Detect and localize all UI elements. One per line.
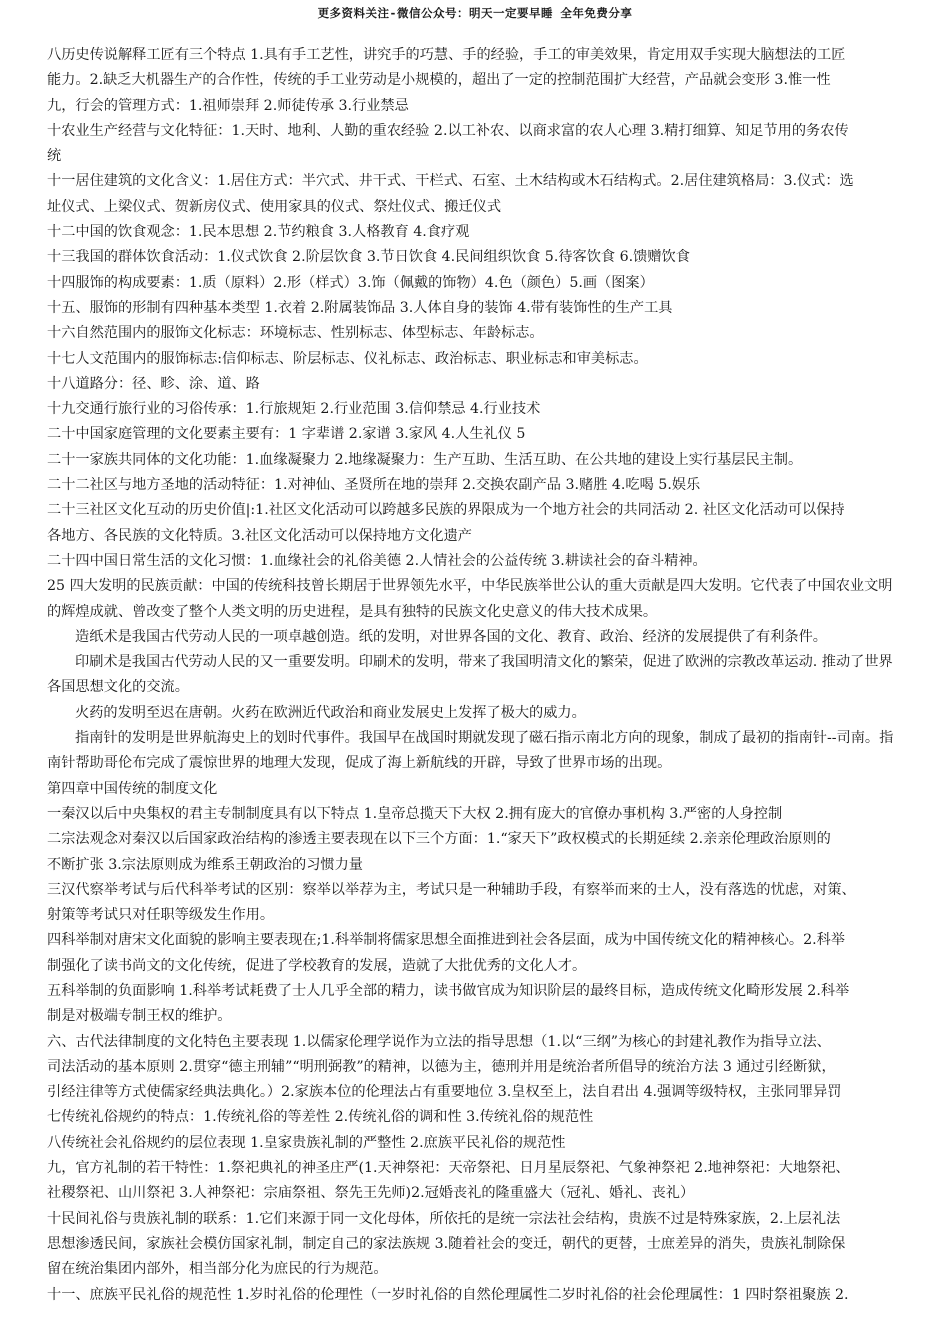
text-line: 引经注律等方式使儒家经典法典化。）2.家族本位的伦理法占有重要地位 3.皇权至上，法自君出 4.强调等级特权，主张同罪异罚: [47, 1084, 842, 1101]
text-line: 十一居住建筑的文化含义：1.居住方式：半穴式、井干式、干栏式、石室、土木结构或木石结构式。2.居住建筑格局：3.仪式：选: [47, 173, 854, 190]
text-line: 二十三社区文化互动的历史价值|:1.社区文化活动可以跨越多民族的界限成为一个地方社会的共同活动 2. 社区文化活动可以保持: [47, 502, 845, 519]
text-line: 留在统治集团内部外，相当部分化为庶民的行为规范。: [47, 1261, 388, 1278]
text-line: 二十二社区与地方圣地的活动特征：1.对神仙、圣贤所在地的崇拜 2.交换农副产品 3.赌胜 4.吃喝 5.娱乐: [47, 477, 701, 494]
text-line: 十六自然范围内的服饰文化标志：环境标志、性别标志、体型标志、年龄标志。: [47, 325, 544, 342]
text-line: 造纸术是我国古代劳动人民的一项卓越创造。纸的发明，对世界各国的文化、教育、政治、经济的发展提供了有利条件。: [75, 628, 827, 645]
text-line: 八历史传说解释工匠有三个特点 1.具有手工艺性，讲究手的巧慧、手的经验，手工的审美效果，肯定用双手实现大脑想法的工匠: [47, 47, 846, 63]
text-line: 社稷祭祀、山川祭祀 3.人神祭祀：宗庙祭祖、祭先王先师)2.冠婚丧礼的隆重盛大（冠礼、婚礼、丧礼）: [47, 1185, 695, 1202]
text-line: 二十一家族共同体的文化功能：1.血缘凝聚力 2.地缘凝聚力：生产互助、生活互助、在公共地的建设上实行基层民主制。: [47, 451, 803, 468]
text-line: 能力。2.缺乏大机器生产的合作性，传统的手工业劳动是小规模的，超出了一定的控制范围扩大经营，产品就会变形 3.惟一性: [47, 72, 831, 89]
text-line: 十八道路分：径、畛、涂、道、路: [47, 375, 260, 392]
text-line: 十七人文范围内的服饰标志:信仰标志、阶层标志、仪礼标志、政治标志、职业标志和审美标志。: [47, 350, 648, 367]
page-header: 更多资料关注-微信公众号：明天一定要早睡 全年免费分享: [317, 6, 633, 20]
text-line: 的辉煌成就、曾改变了整个人类文明的历史进程，是具有独特的民族文化史意义的伟大技术成果。: [47, 603, 658, 620]
text-line: 七传统礼俗规约的特点：1.传统礼俗的等差性 2.传统礼俗的调和性 3.传统礼俗的规范性: [47, 1109, 594, 1126]
text-line: 九，行会的管理方式：1.祖师崇拜 2.师徒传承 3.行业禁忌: [47, 97, 409, 114]
text-line: 不断扩张 3.宗法原则成为维系王朝政治的习惯力量: [47, 856, 363, 873]
text-line: 六、古代法律制度的文化特色主要表现 1.以儒家伦理学说作为立法的指导思想（1.以“三纲”为核心的封建礼教作为指导立法、: [47, 1033, 831, 1050]
text-line: 制强化了读书尚文的文化传统，促进了学校教育的发展，造就了大批优秀的文化人才。: [47, 957, 587, 974]
text-line: 制是对极端专制王权的维护。: [47, 1008, 232, 1025]
text-line: 十二中国的饮食观念：1.民本思想 2.节约粮食 3.人格教育 4.食疗观: [47, 224, 470, 241]
text-line: 各国思想文化的交流。: [47, 679, 189, 696]
text-line: 一秦汉以后中央集权的君主专制制度具有以下特点 1.皇帝总揽天下大权 2.拥有庞大的官僚办事机构 3.严密的人身控制: [47, 805, 783, 822]
text-line: 四科举制对唐宋文化面貌的影响主要表现在;1.科举制将儒家思想全面推进到社会各层面，成为中国传统文化的精神核心。2.科举: [47, 932, 845, 949]
text-line: 司法活动的基本原则 2.贯穿“德主刑辅”“明刑弼教”的精神，以德为主，德刑并用是统治者所倡导的统治方法 3 通过引经断狱，: [47, 1058, 836, 1075]
text-line: 统: [47, 148, 62, 165]
text-line: 三汉代察举考试与后代科举考试的区别：察举以举荐为主，考试只是一种辅助手段，有察举而来的士人，没有落选的忧虑，对策、: [47, 881, 856, 898]
text-line: 思想渗透民间，家族社会模仿国家礼制，制定自己的家法族规 3.随着社会的变迁，朝代的更替，士庶差异的消失，贵族礼制除保: [47, 1235, 846, 1252]
text-line: 十农业生产经营与文化特征：1.天时、地利、人勤的重农经验 2.以工补农、以商求富的农人心理 3.精打细算、知足节用的务农传: [47, 122, 849, 139]
document-body: [47, 43, 909, 1308]
text-line: 25 四大发明的民族贡献：中国的传统科技曾长期居于世界领先水平，中华民族举世公认的重大贡献是四大发明。它代表了中国农业文明: [47, 578, 893, 595]
text-line: 十四服饰的构成要素：1.质（原料）2.形（样式）3.饰（佩戴的饰物）4.色（颜色）5.画（图案）: [47, 274, 654, 291]
text-line: 十民间礼俗与贵族礼制的联系：1.它们来源于同一文化母体，所依托的是统一宗法社会结构，贵族不过是特殊家族，2.上层礼法: [47, 1210, 841, 1227]
text-line: 二十四中国日常生活的文化习惯：1.血缘社会的礼俗美德 2.人情社会的公益传统 3.耕读社会的奋斗精神。: [47, 552, 707, 569]
text-line: 九，官方礼制的若干特性：1.祭祀典礼的神圣庄严(1.天神祭祀：天帝祭祀、日月星辰祭祀、气象神祭祀 2.地神祭祀：大地祭祀、: [47, 1160, 850, 1177]
text-line: 各地方、各民族的文化特质。3.社区文化活动可以保持地方文化遗产: [47, 527, 472, 544]
text-line: 南针帮助哥伦布完成了震惊世界的地理大发现，促成了海上新航线的开辟，导致了世界市场的出现。: [47, 755, 672, 772]
text-line: 火药的发明至迟在唐朝。火药在欧洲近代政治和商业发展史上发挥了极大的威力。: [75, 704, 586, 721]
text-line: 五科举制的负面影响 1.科举考试耗费了士人几乎全部的精力，读书做官成为知识阶层的最终目标，造成传统文化畸形发展 2.科举: [47, 982, 850, 999]
text-line: 十九交通行旅行业的习俗传承：1.行旅规矩 2.行业范围 3.信仰禁忌 4.行业技术: [47, 401, 541, 418]
text-line: 址仪式、上梁仪式、贺新房仪式、使用家具的仪式、祭灶仪式、搬迁仪式: [47, 198, 502, 215]
chapter-heading: 第四章中国传统的制度文化: [47, 780, 218, 797]
text-line: 八传统社会礼俗规约的层位表现 1.皇家贵族礼制的严整性 2.庶族平民礼俗的规范性: [47, 1134, 566, 1151]
text-line: 指南针的发明是世界航海史上的划时代事件。我国早在战国时期就发现了磁石指示南北方向的现象，制成了最初的指南针--司南。指: [75, 730, 894, 747]
text-line: 二十中国家庭管理的文化要素主要有：1 字辈谱 2.家谱 3.家风 4.人生礼仪 5: [47, 426, 526, 443]
text-line: 二宗法观念对秦汉以后国家政治结构的渗透主要表现在以下三个方面：1.“家天下”政权模式的长期延续 2.亲亲伦理政治原则的: [47, 831, 831, 848]
text-line: 十三我国的群体饮食活动：1.仪式饮食 2.阶层饮食 3.节日饮食 4.民间组织饮食 5.待客饮食 6.馈赠饮食: [47, 249, 690, 266]
text-line: 射策等考试只对任职等级发生作用。: [47, 907, 275, 924]
text-line: 印刷术是我国古代劳动人民的又一重要发明。印刷术的发明，带来了我国明清文化的繁荣，促进了欧洲的宗教改革运动. 推动了世界: [75, 654, 893, 671]
text-line: 十五、服饰的形制有四种基本类型 1.衣着 2.附属装饰品 3.人体自身的装饰 4.带有装饰性的生产工具: [47, 299, 673, 316]
text-line: 十一、庶族平民礼俗的规范性 1.岁时礼俗的伦理性（一岁时礼俗的自然伦理属性二岁时礼俗的社会伦理属性：1 四时祭祖聚族 2.: [47, 1286, 849, 1303]
